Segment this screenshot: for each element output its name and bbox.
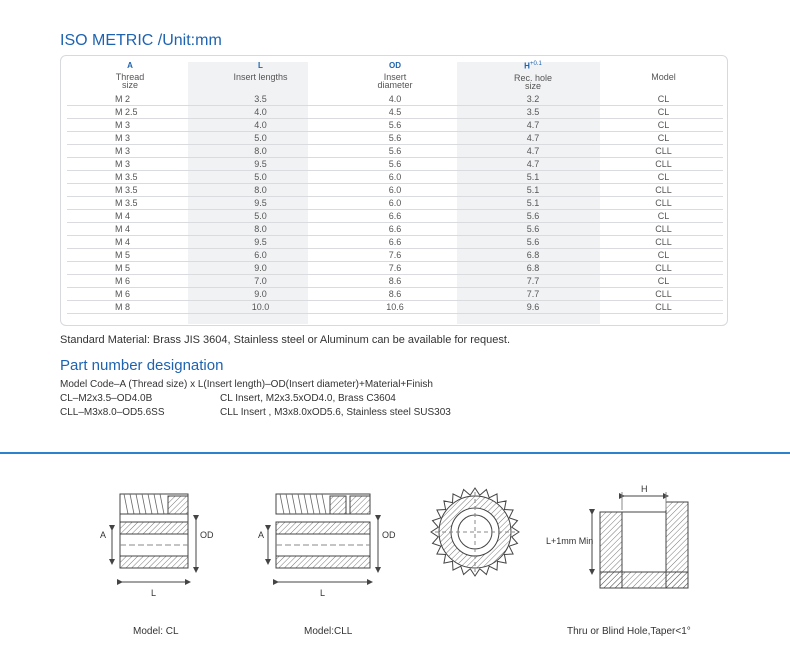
table-cell: M 5 [67, 249, 193, 262]
table-row [67, 145, 723, 158]
table-cell: CLL [604, 158, 723, 171]
table-row [67, 184, 723, 197]
table-cell: M 2 [67, 93, 193, 106]
table-cell: CLL [604, 288, 723, 301]
table-row [67, 119, 723, 132]
cll-dim-l: L [320, 588, 326, 598]
table-cell: M 3 [67, 158, 193, 171]
table-cell: 4.0 [328, 93, 462, 106]
table-row [67, 249, 723, 262]
cll-dim-a: A [258, 530, 265, 540]
part-number-formula: Model Code–A (Thread size) x L(Insert length)–OD(Insert diameter)+Material+Finish [60, 379, 433, 390]
table-cell: 6.0 [328, 184, 462, 197]
caption-cl: Model: CL [133, 626, 179, 637]
col-code-od: OD [389, 61, 401, 70]
spec-table-card [60, 55, 728, 326]
table-row [67, 223, 723, 236]
table-cell: 8.0 [193, 145, 328, 158]
table-cell: 9.5 [193, 158, 328, 171]
table-cell: 5.1 [462, 184, 604, 197]
table-row [67, 93, 723, 106]
table-cell: CL [604, 275, 723, 288]
table-cell: 5.0 [193, 132, 328, 145]
caption-cll: Model:CLL [304, 626, 353, 637]
cl-insert-drawing [112, 494, 196, 582]
table-cell: 6.0 [328, 171, 462, 184]
table-row [67, 210, 723, 223]
table-cell: 5.1 [462, 197, 604, 210]
table-cell: CL [604, 132, 723, 145]
col-header-insert-lengths: L Insert lengths [193, 61, 328, 93]
table-row [67, 288, 723, 301]
example-code-1: CL–M2x3.5–OD4.0B [60, 393, 153, 404]
cll-dim-od: OD [382, 530, 396, 540]
table-cell: 6.6 [328, 210, 462, 223]
table-cell: 4.0 [193, 106, 328, 119]
table-cell: 5.6 [462, 210, 604, 223]
table-cell: CLL [604, 223, 723, 236]
table-cell: M 4 [67, 210, 193, 223]
table-cell: 3.5 [193, 93, 328, 106]
table-row [67, 106, 723, 119]
table-cell: 8.6 [328, 275, 462, 288]
table-row [67, 275, 723, 288]
example-desc-1: CL Insert, M2x3.5xOD4.0, Brass C3604 [220, 393, 396, 404]
hole-section-drawing [592, 492, 688, 588]
table-cell: 7.7 [462, 288, 604, 301]
table-cell: M 8 [67, 301, 193, 314]
table-cell: 6.8 [462, 249, 604, 262]
col-header-model: Model [604, 61, 723, 93]
table-cell: CLL [604, 145, 723, 158]
table-cell: 8.6 [328, 288, 462, 301]
table-cell: CLL [604, 236, 723, 249]
table-cell: CLL [604, 301, 723, 314]
table-header-row [67, 61, 723, 93]
table-cell: 6.8 [462, 262, 604, 275]
table-cell: M 5 [67, 262, 193, 275]
table-cell: CL [604, 93, 723, 106]
table-cell: 10.6 [328, 301, 462, 314]
table-row [67, 301, 723, 314]
example-code-2: CLL–M3x8.0–OD5.6SS [60, 407, 165, 418]
table-cell: 4.7 [462, 132, 604, 145]
table-row [67, 197, 723, 210]
table-cell: M 3 [67, 132, 193, 145]
table-cell: 8.0 [193, 184, 328, 197]
table-cell: 6.0 [328, 197, 462, 210]
cl-dim-od: OD [200, 530, 214, 540]
col-header-insert-diameter: OD Insert diameter [328, 61, 462, 93]
table-cell: 6.6 [328, 236, 462, 249]
table-cell: 7.6 [328, 262, 462, 275]
table-row [67, 158, 723, 171]
spec-table-body [67, 93, 723, 314]
table-cell: 4.0 [193, 119, 328, 132]
table-cell: CL [604, 210, 723, 223]
table-cell: 9.0 [193, 288, 328, 301]
cll-insert-drawing [268, 494, 378, 582]
table-cell: 9.5 [193, 236, 328, 249]
table-cell: CL [604, 171, 723, 184]
col-code-model [604, 61, 723, 70]
caption-hole: Thru or Blind Hole,Taper<1° [567, 626, 691, 637]
example-desc-2: CLL Insert , M3x8.0xOD5.6, Stainless steel SUS303 [220, 407, 451, 418]
table-cell: M 2.5 [67, 106, 193, 119]
table-cell: M 3 [67, 145, 193, 158]
table-cell: M 6 [67, 275, 193, 288]
table-cell: 3.5 [462, 106, 604, 119]
table-cell: 6.6 [328, 223, 462, 236]
hole-dim-h: H [641, 484, 648, 494]
table-cell: 5.1 [462, 171, 604, 184]
table-row [67, 132, 723, 145]
knurl-end-view [431, 488, 519, 576]
col-header-rec-hole-size: $H^{+0.1}$ Rec. hole size [462, 61, 604, 93]
col-code-a: A [127, 61, 133, 70]
table-cell: 5.6 [328, 119, 462, 132]
table-cell: CLL [604, 184, 723, 197]
table-cell: 4.7 [462, 158, 604, 171]
table-cell: 5.6 [328, 145, 462, 158]
table-cell: 5.6 [462, 236, 604, 249]
table-cell: CL [604, 249, 723, 262]
table-cell: 6.0 [193, 249, 328, 262]
table-row [67, 236, 723, 249]
table-cell: CL [604, 119, 723, 132]
table-cell: M 3.5 [67, 171, 193, 184]
spec-table [67, 61, 723, 314]
table-cell: CLL [604, 262, 723, 275]
table-cell: 7.0 [193, 275, 328, 288]
table-cell: 8.0 [193, 223, 328, 236]
table-cell: M 3.5 [67, 197, 193, 210]
col-code-l: L [258, 61, 263, 70]
material-note: Standard Material: Brass JIS 3604, Stainless steel or Aluminum can be available for request. [60, 334, 511, 346]
table-cell: M 3.5 [67, 184, 193, 197]
part-number-title: Part number designation [60, 357, 224, 374]
table-cell: 5.6 [328, 158, 462, 171]
table-cell: 5.6 [462, 223, 604, 236]
table-cell: M 4 [67, 223, 193, 236]
table-cell: 5.0 [193, 171, 328, 184]
table-cell: 10.0 [193, 301, 328, 314]
hole-dim-depth: L+1mm Min [546, 536, 594, 546]
col-header-thread-size: A Thread size [67, 61, 193, 93]
section-divider [0, 452, 790, 454]
table-cell: 4.7 [462, 119, 604, 132]
table-cell: 5.6 [328, 132, 462, 145]
col-code-h: $H^{+0.1}$ [524, 61, 542, 71]
table-cell: 5.0 [193, 210, 328, 223]
table-cell: M 3 [67, 119, 193, 132]
cl-dim-a: A [100, 530, 107, 540]
table-cell: 9.5 [193, 197, 328, 210]
table-cell: 9.6 [462, 301, 604, 314]
table-cell: M 6 [67, 288, 193, 301]
table-cell: 4.7 [462, 145, 604, 158]
table-cell: 3.2 [462, 93, 604, 106]
table-row [67, 262, 723, 275]
table-cell: M 4 [67, 236, 193, 249]
page-title: ISO METRIC /Unit:mm [60, 32, 222, 49]
table-cell: CL [604, 106, 723, 119]
table-cell: 7.7 [462, 275, 604, 288]
cl-dim-l: L [151, 588, 157, 598]
table-cell: 4.5 [328, 106, 462, 119]
table-cell: CLL [604, 197, 723, 210]
table-cell: 7.6 [328, 249, 462, 262]
table-row [67, 171, 723, 184]
table-cell: 9.0 [193, 262, 328, 275]
